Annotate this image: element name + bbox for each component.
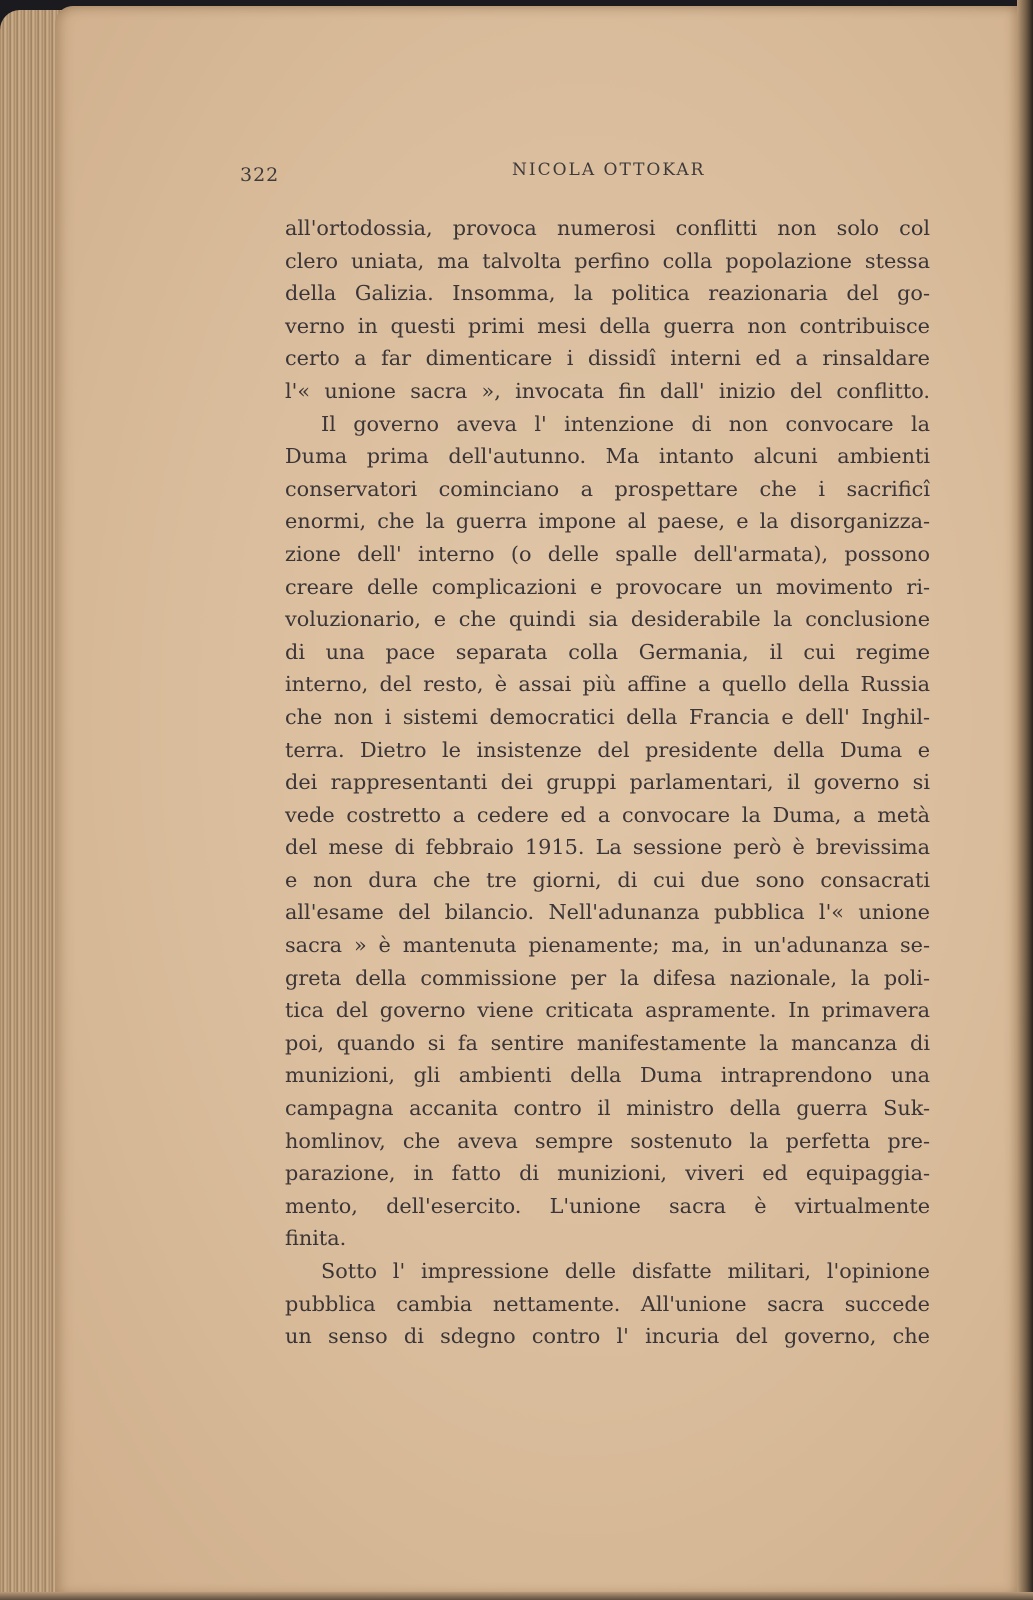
text-line: mento, dell'esercito. L'unione sacra è virtualmente <box>285 1193 930 1218</box>
text-line: pubblica cambia nettamente. All'unione sacra succede <box>285 1291 930 1316</box>
running-title: NICOLA OTTOKAR <box>512 160 706 180</box>
text-line: voluzionario, e che quindi sia desiderabile la conclusione <box>285 607 930 632</box>
text-line: dei rappresentanti dei gruppi parlamentari, il governo si <box>285 770 930 795</box>
text-line: parazione, in fatto di munizioni, viveri ed equipaggia- <box>285 1161 930 1186</box>
text-line: homlinov, che aveva sempre sostenuto la perfetta pre- <box>285 1128 930 1153</box>
text-line: Duma prima dell'autunno. Ma intanto alcuni ambienti <box>285 444 930 469</box>
text-line: interno, del resto, è assai più affine a quello della Russia <box>285 672 930 697</box>
text-line: conservatori cominciano a prospettare che i sacrificî <box>285 476 930 501</box>
text-line: che non i sistemi democratici della Francia e dell' Inghil- <box>285 704 930 729</box>
text-line: all'esame del bilancio. Nell'adunanza pubblica l'« unione <box>285 900 930 925</box>
page-number: 322 <box>240 164 280 186</box>
text-line: all'ortodossia, provoca numerosi conflitti non solo col <box>285 216 930 240</box>
text-line: vede costretto a cedere ed a convocare la Duma, a metà <box>285 802 930 827</box>
page-edge-right <box>1017 0 1033 1600</box>
text-line: munizioni, gli ambienti della Duma intraprendono una <box>285 1063 930 1088</box>
text-line: greta della commissione per la difesa nazionale, la poli- <box>285 965 930 990</box>
text-line: zione dell' interno (o delle spalle dell'armata), possono <box>285 541 930 566</box>
text-line: creare delle complicazioni e provocare un movimento ri- <box>285 574 930 599</box>
text-line: clero uniata, ma talvolta perfino colla popolazione stessa <box>285 248 930 273</box>
paragraph <box>285 408 930 1255</box>
page-header <box>240 160 940 190</box>
paragraph <box>285 1255 930 1353</box>
text-line: del mese di febbraio 1915. La sessione però è brevissima <box>285 835 930 860</box>
text-line: sacra » è mantenuta pienamente; ma, in un'adunanza se- <box>285 933 930 958</box>
text-line: e non dura che tre giorni, di cui due sono consacrati <box>285 867 930 892</box>
paragraph <box>285 212 930 408</box>
page-edge-bottom <box>0 1592 1033 1600</box>
text-line: poi, quando si fa sentire manifestamente la mancanza di <box>285 1030 930 1055</box>
text-line: della Galizia. Insomma, la politica reazionaria del go- <box>285 281 930 306</box>
text-line: certo a far dimenticare i dissidî interni ed a rinsaldare <box>285 346 930 371</box>
text-line: finita. <box>285 1226 347 1251</box>
text-line: enormi, che la guerra impone al paese, e la disorganizza- <box>285 509 930 534</box>
text-line: l'« unione sacra », invocata fin dall' inizio del conflitto. <box>285 378 930 403</box>
text-line: campagna accanita contro il ministro della guerra Suk- <box>285 1096 930 1121</box>
text-line: Sotto l' impressione delle disfatte militari, l'opinione <box>321 1259 930 1283</box>
text-line: Il governo aveva l' intenzione di non convocare la <box>321 411 930 436</box>
text-line: terra. Dietro le insistenze del presidente della Duma e <box>285 737 930 762</box>
text-line: tica del governo viene criticata aspramente. In primavera <box>285 998 930 1023</box>
text-line: di una pace separata colla Germania, il cui regime <box>285 639 930 664</box>
text-line: un senso di sdegno contro l' incuria del governo, che <box>285 1324 930 1349</box>
text-line: verno in questi primi mesi della guerra non contribuisce <box>285 313 930 338</box>
body-text <box>285 212 930 1353</box>
